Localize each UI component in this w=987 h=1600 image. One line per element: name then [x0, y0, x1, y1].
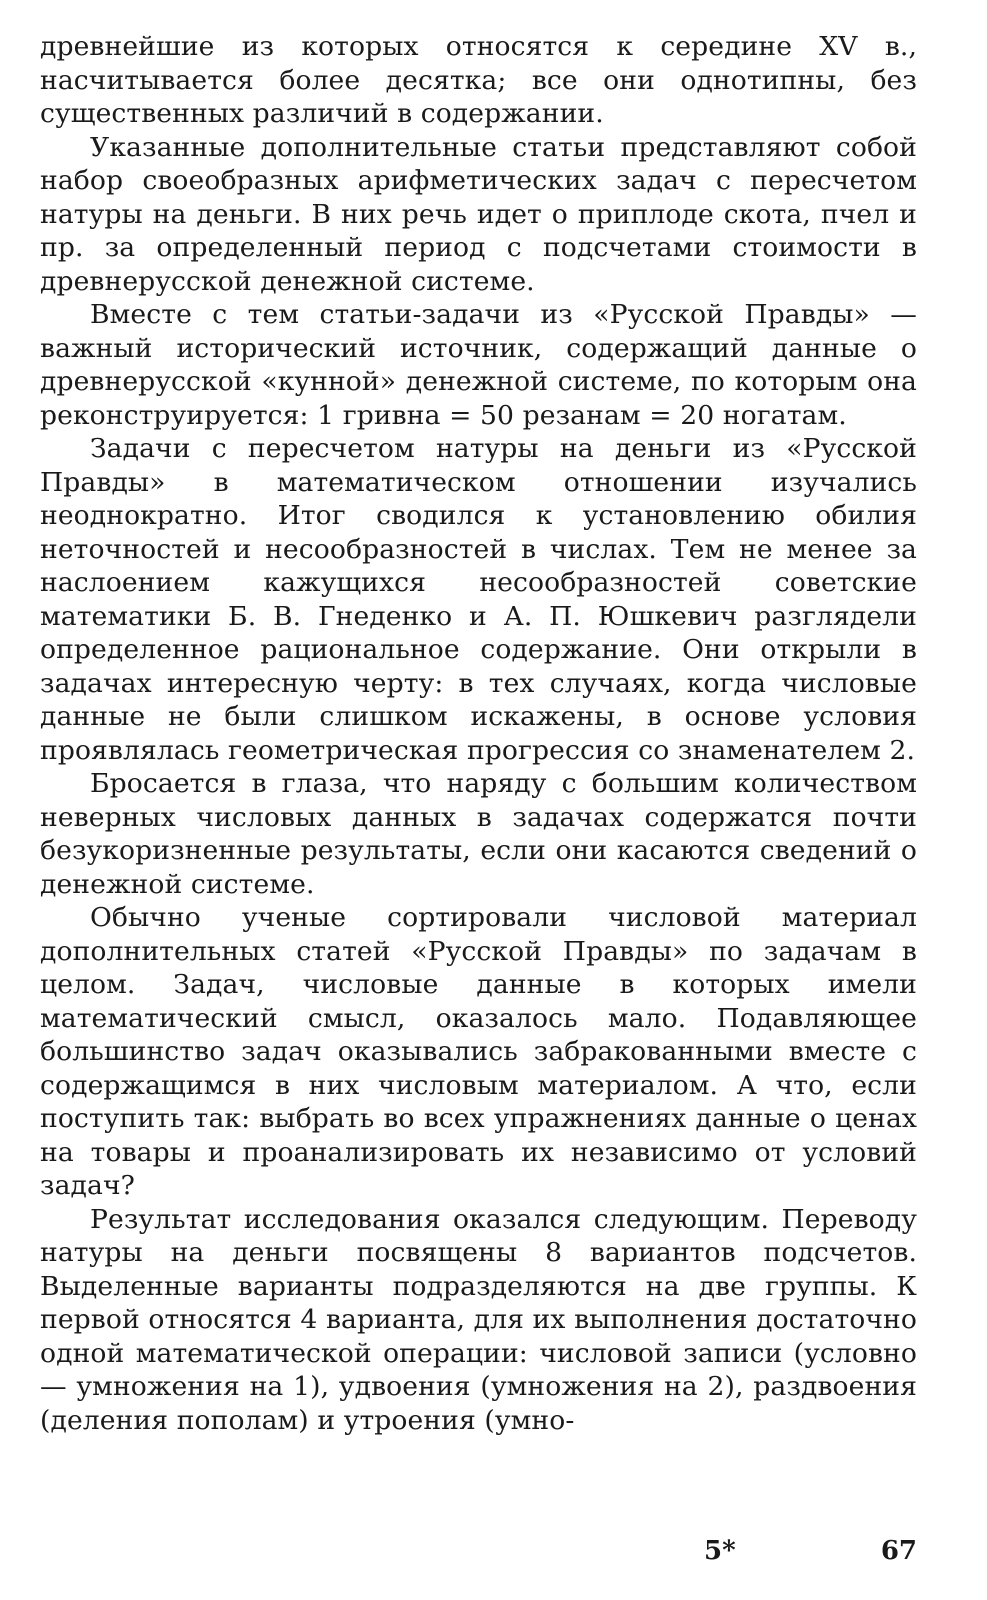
- paragraph-1: древнейшие из которых относятся к середине XV в., насчитывается более десятка; все они однотипны, без существенных различий в содержании.: [40, 31, 917, 129]
- paragraph-2: Указанные дополнительные статьи представляют собой набор своеобразных арифметических задач с пересчетом натуры на деньги. В них речь идет о приплоде скота, пчел и пр. за определенный период с подсчетами стоимости в древнерусской денежной системе.: [40, 131, 917, 297]
- paragraph-5: Бросается в глаза, что наряду с большим количеством неверных числовых данных в задачах содержатся почти безукоризненные результаты, если они касаются сведений о денежной системе.: [40, 768, 917, 900]
- signature-mark: 5*: [704, 1536, 736, 1566]
- paragraph-4: Задачи с пересчетом натуры на деньги из «Русской Правды» в математическом отношении изучались неоднократно. Итог сводился к установлению обилия неточностей и несообразностей в числах. Тем не менее за наслоением кажущихся несообразностей советские математики Б. В. Гнеденко и А. П. Юшкевич разглядели определенное рациональное содержание. Они открыли в задачах интересную черту: в тех случаях, когда числовые данные не были слишком искажены, в основе условия проявлялась геометрическая прогрессия со знаменателем 2.: [40, 433, 917, 766]
- body-text: [40, 30, 917, 1437]
- book-page: [40, 30, 917, 1570]
- page-footer: [40, 1536, 917, 1572]
- paragraph-6: Обычно ученые сортировали числовой материал дополнительных статей «Русской Правды» по задачам в целом. Задач, числовые данные в которых имели математический смысл, оказалось мало. Подавляющее большинство задач оказывались забракованными вместе с содержащимся в них числовым материалом. А что, если поступить так: выбрать во всех упражнениях данные о ценах на товары и проанализировать их независимо от условий задач?: [40, 902, 917, 1201]
- paragraph-7: Результат исследования оказался следующим. Переводу натуры на деньги посвящены 8 вариантов подсчетов. Выделенные варианты подразделяются на две группы. К первой относятся 4 варианта, для их выполнения достаточно одной математической операции: числовой записи (условно — умножения на 1), удвоения (умножения на 2), раздвоения (деления пополам) и утроения (умно-: [40, 1203, 917, 1436]
- paragraph-3: Вместе с тем статьи-задачи из «Русской Правды» — важный исторический источник, содержащий данные о древнерусской «кунной» денежной системе, по которым она реконструируется: 1 гривна = 50 резанам = 20 ногатам.: [40, 299, 917, 431]
- page-number: 67: [880, 1536, 917, 1566]
